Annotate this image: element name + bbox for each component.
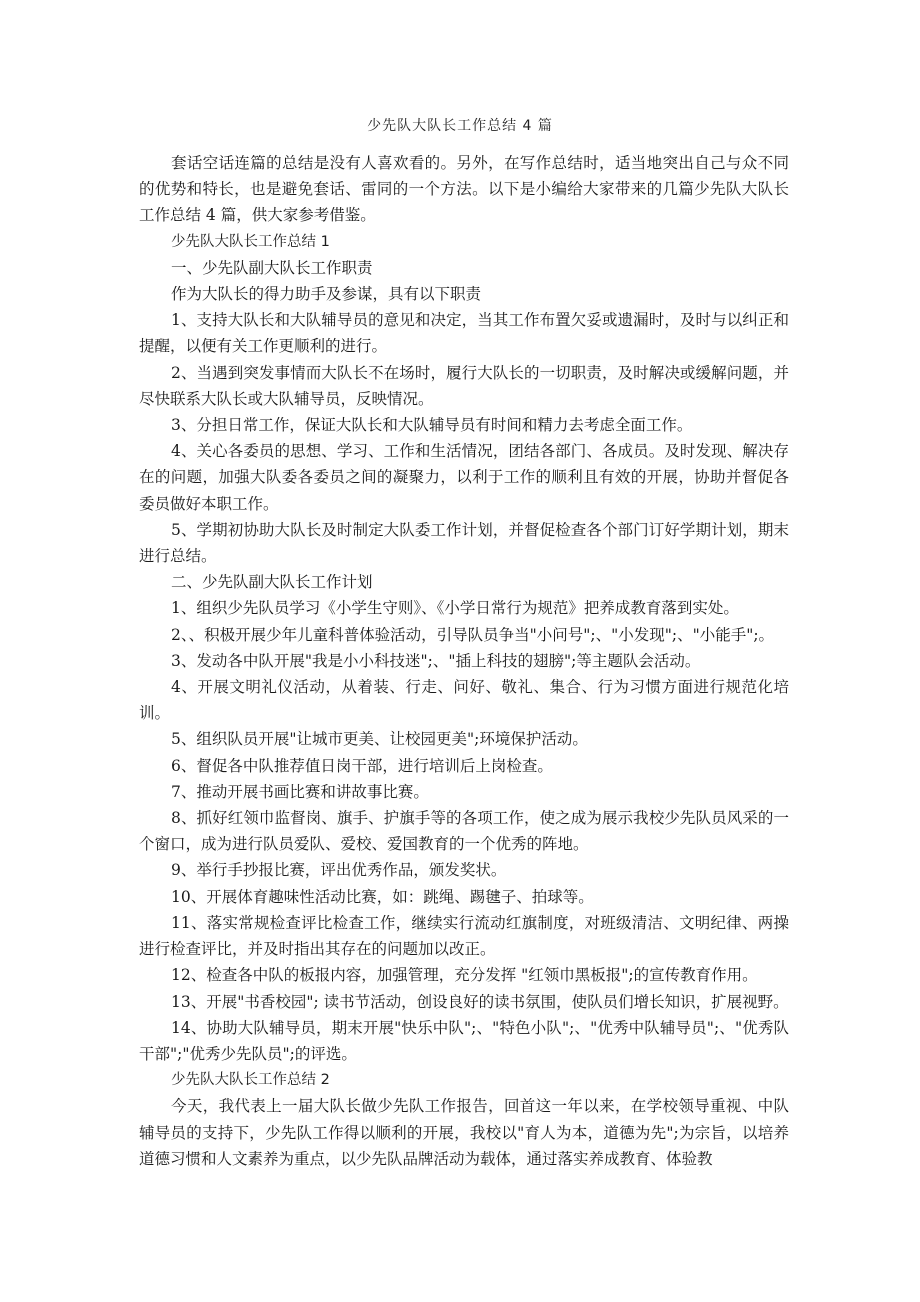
subsection-heading: 二、少先队副大队长工作计划 [171,573,373,592]
list-item: 7、推动开展书画比赛和讲故事比赛。 [171,782,429,801]
list-item: 10、开展体育趣味性活动比赛，如：跳绳、踢毽子、拍球等。 [171,887,594,906]
list-item: 11、落实常规检查评比检查工作，继续实行流动红旗制度，对班级清洁、文明纪律、两操进行检查评比，并及时指出其存在的问题加以改正。 [139,913,789,959]
list-item: 1、支持大队长和大队辅导员的意见和决定，当其工作布置欠妥或遗漏时，及时与以纠正和提醒，以便有关工作更顺利的进行。 [139,311,789,356]
list-item: 2、、积极开展少年儿童科普体验活动，引导队员争当"小问号";、"小发现";、"小能手";。 [171,625,775,644]
document-title: 少先队大队长工作总结 4 篇 [367,118,553,134]
list-item: 9、举行手抄报比赛，评出优秀作品，颁发奖状。 [171,861,507,880]
list-item: 5、组织队员开展"让城市更美、让校园更美";环境保护活动。 [171,730,588,749]
document-body [139,150,789,1172]
subsection-heading: 一、少先队副大队长工作职责 [171,258,373,277]
list-item: 3、发动各中队开展"我是小小科技迷";、"插上科技的翅膀";等主题队会活动。 [171,651,701,670]
list-item: 8、抓好红领巾监督岗、旗手、护旗手等的各项工作，使之成为展示我校少先队员风采的一个窗口，成为进行队员爱队、爱校、爱国教育的一个优秀的阵地。 [139,809,789,854]
section-heading: 少先队大队长工作总结 2 [171,1072,330,1089]
list-item: 14、协助大队辅导员，期末开展"快乐中队";、"特色小队";、"优秀中队辅导员";、"优秀队干部";"优秀少先队员";的评选。 [139,1018,789,1063]
section-heading: 少先队大队长工作总结 1 [171,233,330,250]
paragraph: 作为大队长的得力助手及参谋，具有以下职责 [171,285,482,304]
list-item: 6、督促各中队推荐值日岗干部，进行培训后上岗检查。 [171,756,553,775]
list-item: 1、组织少先队员学习《小学生守则》、《小学日常行为规范》把养成教育落到实处。 [171,599,739,618]
intro-paragraph: 套话空话连篇的总结是没有人喜欢看的。另外，在写作总结时，适当地突出自己与众不同的优势和特长，也是避免套话、雷同的一个方法。以下是小编给大家带来的几篇少先队大队长工作总结 4 篇，供大家参考借鉴。 [139,154,789,225]
list-item: 5、学期初协助大队长及时制定大队委工作计划，并督促检查各个部门订好学期计划，期末进行总结。 [139,520,789,566]
list-item: 12、检查各中队的板报内容，加强管理，充分发挥 "红领巾黑板报";的宣传教育作用。 [171,966,758,985]
list-item: 3、分担日常工作，保证大队长和大队辅导员有时间和精力去考虑全面工作。 [171,416,693,435]
list-item: 13、开展"书香校园"; 读书节活动，创设良好的读书氛围，使队员们增长知识，扩展视野。 [171,992,789,1011]
list-item: 4、关心各委员的思想、学习、工作和生活情况，团结各部门、各成员。及时发现、解决存在的问题，加强大队委各委员之间的凝聚力，以利于工作的顺利且有效的开展，协助并督促各委员做好本职工作。 [139,442,789,513]
list-item: 4、开展文明礼仪活动，从着装、行走、问好、敬礼、集合、行为习惯方面进行规范化培训。 [139,678,789,723]
paragraph: 今天，我代表上一届大队长做少先队工作报告，回首这一年以来，在学校领导重视、中队辅导员的支持下，少先队工作得以顺利的开展，我校以"育人为本，道德为先";为宗旨，以培养道德习惯和人文素养为重点，以少先队品牌活动为载体，通过落实养成教育、体验教 [139,1097,789,1168]
list-item: 2、当遇到突发事情而大队长不在场时，履行大队长的一切职责，及时解决或缓解问题，并尽快联系大队长或大队辅导员，反映情况。 [139,363,789,408]
